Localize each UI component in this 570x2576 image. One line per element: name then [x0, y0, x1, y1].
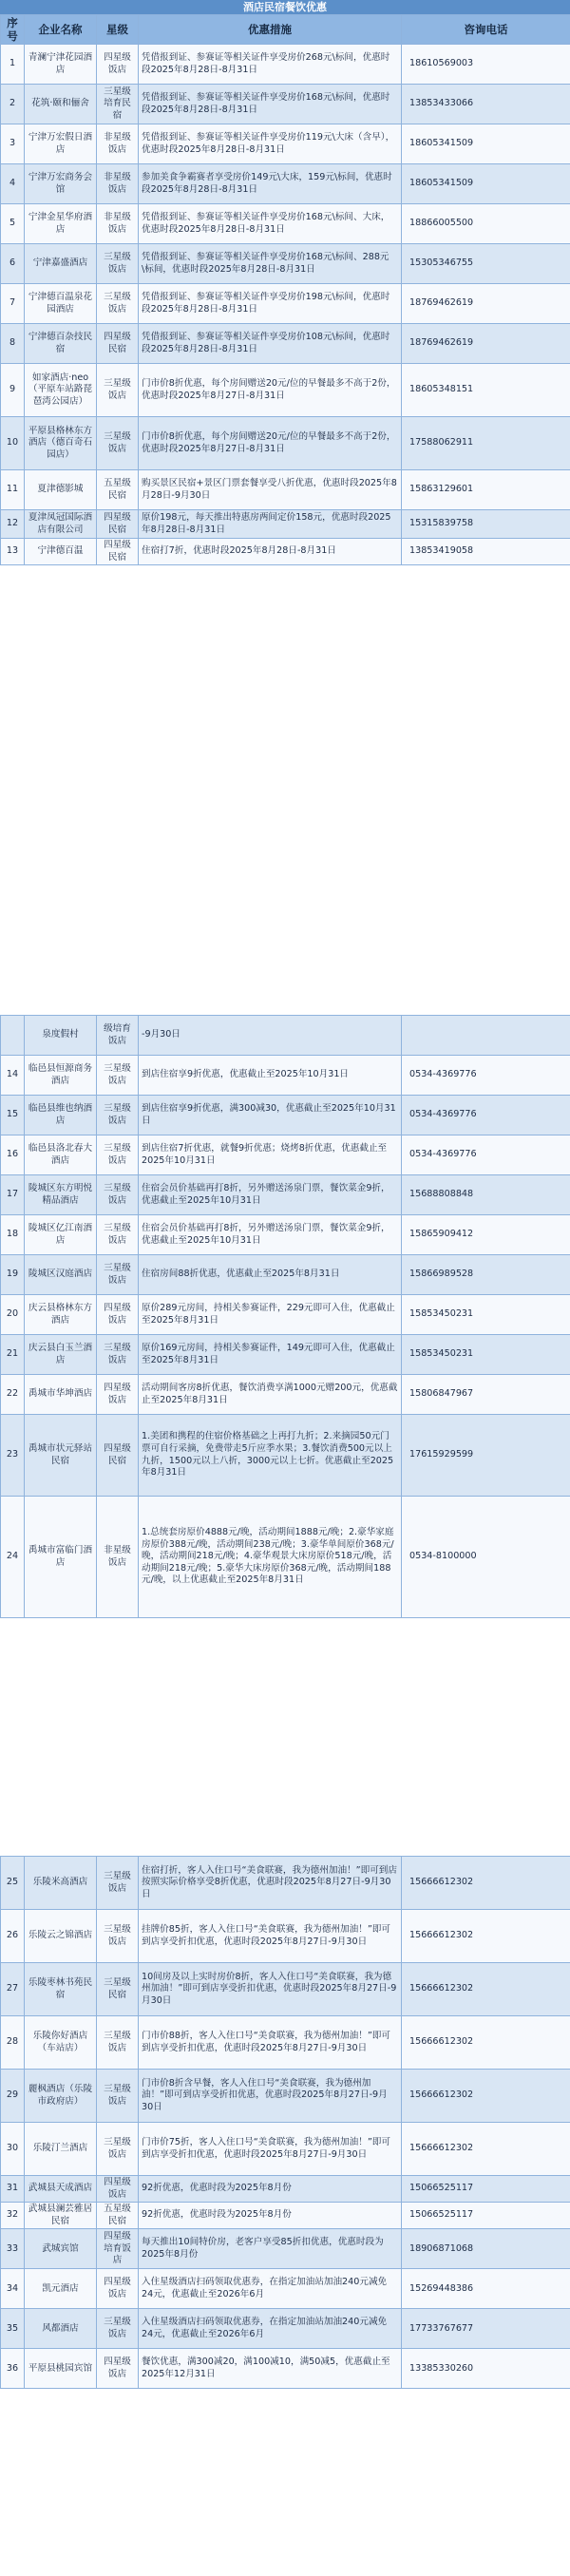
table-row: [1, 2203, 570, 2229]
cell-offer: 餐饮优惠，满300减20，满100减10，满50减5，优惠截止至2025年12月31日: [139, 2349, 402, 2389]
cell-name: 宁津万宏商务会馆: [25, 164, 97, 204]
cell-name: 陵城区亿江南酒店: [25, 1215, 97, 1255]
table-row: [1, 1963, 570, 2016]
cell-name: 花筑·颐和俪舍: [25, 85, 97, 124]
cell-name: 宁津嘉盛酒店: [25, 244, 97, 284]
cell-star: 四星级民宿: [97, 510, 139, 539]
table-row: [1, 2016, 570, 2070]
cell-offer: 凭借报到证、参赛证等相关证件享受房价198元\标间，优惠时段2025年8月28日-8月31日: [139, 284, 402, 324]
cell-offer: 92折优惠，优惠时段为2025年8月份: [139, 2176, 402, 2203]
cell-offer: 每天推出10间特价房，老客户享受85折扣优惠，优惠时段为2025年8月份: [139, 2229, 402, 2269]
cell-star: 四星级民宿: [97, 539, 139, 565]
cell-no: 25: [1, 1857, 25, 1910]
cell-name: 平原县格林东方酒店（德百奇石园店）: [25, 417, 97, 470]
table-row: [1, 417, 570, 470]
cell-star: 三星级饭店: [97, 244, 139, 284]
cell-no: 1: [1, 45, 25, 85]
cell-phone: 15269448386: [402, 2269, 570, 2309]
table-row: [1, 284, 570, 324]
cell-offer: 活动期间客房8折优惠，餐饮消费享满1000元赠200元，优惠截止至2025年8月31日: [139, 1375, 402, 1415]
cell-no: 31: [1, 2176, 25, 2203]
cell-offer: 凭借报到证、参赛证等相关证件享受房价268元\标间，优惠时段2025年8月28日-8月31日: [139, 45, 402, 85]
cell-name: 平原县桃园宾馆: [25, 2349, 97, 2389]
cell-phone: 18906871068: [402, 2229, 570, 2269]
cell-phone: 13853419058: [402, 539, 570, 565]
cell-phone: 17588062911: [402, 417, 570, 470]
cell-name: 如家酒店·neo（平原车站路琵琶湾公园店）: [25, 364, 97, 417]
cell-no: 20: [1, 1295, 25, 1335]
cell-star: 三星级饭店: [97, 1056, 139, 1096]
cell-offer: 原价198元，每天推出特惠房两间定价158元，优惠时段2025年8月28日-8月31日: [139, 510, 402, 539]
table-row: [1, 324, 570, 364]
cell-phone: 18605341509: [402, 124, 570, 164]
cell-name: 宁津德百温: [25, 539, 97, 565]
cell-star: 三星级饭店: [97, 1910, 139, 1963]
cell-star: 三星级民宿: [97, 1963, 139, 2016]
cell-offer: 入住星级酒店扫码领取优惠券，在指定加油站加油240元减免24元，优惠截止至2026年6月: [139, 2269, 402, 2309]
cell-offer: 住宿房间88折优惠，优惠截止至2025年8月31日: [139, 1255, 402, 1295]
table-row: [1, 1497, 570, 1618]
cell-offer: 参加美食争霸赛者享受房价149元\大床，159元\标间，优惠时段2025年8月28日-8月31日: [139, 164, 402, 204]
table-row: [1, 1255, 570, 1295]
cell-phone: 15666612302: [402, 2123, 570, 2176]
cell-no: 22: [1, 1375, 25, 1415]
cell-no: 33: [1, 2229, 25, 2269]
cell-phone: 13853433066: [402, 85, 570, 124]
cell-star: 三星级饭店: [97, 417, 139, 470]
cell-name: 禹城市状元驿站民宿: [25, 1415, 97, 1497]
cell-star: 非星级饭店: [97, 1497, 139, 1618]
table-row: [1, 510, 570, 539]
table-row: [1, 539, 570, 565]
cell-offer: -9月30日: [139, 1016, 402, 1056]
cell-name: 宁津德百温泉花园酒店: [25, 284, 97, 324]
cell-no: 3: [1, 124, 25, 164]
cell-no: 21: [1, 1335, 25, 1375]
cell-offer: 原价289元房间，持相关参赛证件，229元即可入住，优惠截止至2025年8月31日: [139, 1295, 402, 1335]
cell-phone: 15666612302: [402, 1910, 570, 1963]
cell-star: 三星级饭店: [97, 2070, 139, 2123]
cell-offer: 凭借报到证、参赛证等相关证件享受房价119元\大床（含早），优惠时段2025年8月28日-8月31日: [139, 124, 402, 164]
cell-phone: 15066525117: [402, 2203, 570, 2229]
cell-offer: 门市价8折含早餐，客人入住口号“美食联赛，我为德州加油！”即可到店享受折扣优惠，优惠时段2025年8月27日-9月30日: [139, 2070, 402, 2123]
cell-no: 35: [1, 2309, 25, 2349]
cell-name: 宁津万宏假日酒店: [25, 124, 97, 164]
cell-no: 8: [1, 324, 25, 364]
cell-name: 麗枫酒店（乐陵市政府店）: [25, 2070, 97, 2123]
cell-no: 5: [1, 204, 25, 244]
cell-no: 9: [1, 364, 25, 417]
cell-star: 三星级饭店: [97, 2309, 139, 2349]
cell-no: 28: [1, 2016, 25, 2070]
cell-name: 武城县澜芸雅居民宿: [25, 2203, 97, 2229]
cell-name: 武城宾馆: [25, 2229, 97, 2269]
cell-name: 临邑县维也纳酒店: [25, 1096, 97, 1135]
cell-phone: 0534-4369776: [402, 1135, 570, 1175]
cell-star: 五星级民宿: [97, 470, 139, 510]
cell-no: 6: [1, 244, 25, 284]
cell-name: 夏津凤冠国际酒店有限公司: [25, 510, 97, 539]
cell-offer: 挂牌价85折，客人入住口号“美食联赛，我为德州加油！”即可到店享受折扣优惠，优惠时段2025年8月27日-9月30日: [139, 1910, 402, 1963]
cell-no: 16: [1, 1135, 25, 1175]
cell-offer: 10间房及以上实时房价8折，客人入住口号“美食联赛，我为德州加油！”即可到店享受折扣优惠，优惠时段2025年8月27日-9月30日: [139, 1963, 402, 2016]
table-row: [1, 1415, 570, 1497]
cell-offer: 门市价75折，客人入住口号“美食联赛，我为德州加油！”即可到店享受折扣优惠，优惠时段2025年8月27日-9月30日: [139, 2123, 402, 2176]
cell-star: 非星级饭店: [97, 204, 139, 244]
cell-offer: 1.总统套房原价4888元/晚，活动期间1888元/晚；2.豪华家庭房原价388元/晚，活动期间238元/晚；3.豪华单间原价368元/晚，活动期间218元/晚；4.豪华观景大床房原价518元/晚，活动期间218元/晚；5.豪华大床房原价368元/晚，活动期间188元/晚，以上优惠截止至2025年8月31日: [139, 1497, 402, 1618]
hotel-table-part-3: [0, 1856, 570, 2389]
table-row: [1, 2176, 570, 2203]
cell-no: 7: [1, 284, 25, 324]
cell-phone: 0534-4369776: [402, 1056, 570, 1096]
cell-phone: 17615929599: [402, 1415, 570, 1497]
cell-offer: 到店住宿享9折优惠，满300减30，优惠截止至2025年10月31日: [139, 1096, 402, 1135]
cell-star: 三星级培育民宿: [97, 85, 139, 124]
cell-phone: 18769462619: [402, 324, 570, 364]
cell-no: 14: [1, 1056, 25, 1096]
cell-phone: 15666612302: [402, 2016, 570, 2070]
cell-name: 武城县天成酒店: [25, 2176, 97, 2203]
cell-no: 36: [1, 2349, 25, 2389]
cell-offer: 门市价88折，客人入住口号“美食联赛，我为德州加油！”即可到店享受折扣优惠，优惠时段2025年8月27日-9月30日: [139, 2016, 402, 2070]
table-row: [1, 1175, 570, 1215]
cell-offer: 1.美团和携程的住宿价格基础之上再打九折；2.来摘园50元门票可自行采摘，免费带走5斤应季水果；3.餐饮消费500元以上九折，1500元以上八折，3000元以上七折。优惠截止至2025年8月31日: [139, 1415, 402, 1497]
cell-name: 凯元酒店: [25, 2269, 97, 2309]
cell-phone: [402, 1016, 570, 1056]
cell-phone: 18866005500: [402, 204, 570, 244]
header-phone: 咨询电话: [402, 15, 570, 45]
table-row: [1, 45, 570, 85]
cell-phone: 18605341509: [402, 164, 570, 204]
cell-offer: 到店住宿享9折优惠，优惠截止至2025年10月31日: [139, 1056, 402, 1096]
cell-phone: 15865909412: [402, 1215, 570, 1255]
cell-phone: 17733767677: [402, 2309, 570, 2349]
page-title: 酒店民宿餐饮优惠: [0, 0, 570, 14]
table-row: [1, 2309, 570, 2349]
table-row: [1, 1335, 570, 1375]
table-row: [1, 1016, 570, 1056]
cell-offer: 门市价8折优惠，每个房间赠送20元/位的早餐最多不高于2份，优惠时段2025年8月27日-8月31日: [139, 364, 402, 417]
cell-name: 陵城区汉庭酒店: [25, 1255, 97, 1295]
table-row: [1, 2269, 570, 2309]
table-row: [1, 204, 570, 244]
cell-star: 四星级饭店: [97, 2349, 139, 2389]
header-star: 星级: [97, 15, 139, 45]
table-row: [1, 2123, 570, 2176]
cell-phone: 15866989528: [402, 1255, 570, 1295]
table-row: [1, 470, 570, 510]
hotel-table-part-2: [0, 1015, 570, 1618]
cell-star: 四星级饭店: [97, 1375, 139, 1415]
cell-star: 三星级饭店: [97, 2123, 139, 2176]
cell-no: 10: [1, 417, 25, 470]
cell-name: 乐陵你好酒店（车站店）: [25, 2016, 97, 2070]
cell-phone: 15688808848: [402, 1175, 570, 1215]
cell-name: 宁津金星华府酒店: [25, 204, 97, 244]
cell-phone: 15853450231: [402, 1295, 570, 1335]
cell-name: 临邑县恒源商务酒店: [25, 1056, 97, 1096]
cell-no: 30: [1, 2123, 25, 2176]
cell-star: 三星级饭店: [97, 1335, 139, 1375]
cell-name: 乐陵枣林书苑民宿: [25, 1963, 97, 2016]
table-row: [1, 1096, 570, 1135]
cell-name: 风都酒店: [25, 2309, 97, 2349]
cell-no: 18: [1, 1215, 25, 1255]
cell-offer: 凭借报到证、参赛证等相关证件享受房价168元\标间、288元\标间，优惠时段2025年8月28日-8月31日: [139, 244, 402, 284]
cell-offer: 凭借报到证、参赛证等相关证件享受房价168元\标间，优惠时段2025年8月28日-8月31日: [139, 85, 402, 124]
cell-name: 庆云县格林东方酒店: [25, 1295, 97, 1335]
cell-star: 五星级民宿: [97, 2203, 139, 2229]
cell-name: 青澜宁津花园酒店: [25, 45, 97, 85]
cell-offer: 凭借报到证、参赛证等相关证件享受房价108元\标间，优惠时段2025年8月28日-8月31日: [139, 324, 402, 364]
cell-phone: 15666612302: [402, 1857, 570, 1910]
cell-phone: 13385330260: [402, 2349, 570, 2389]
cell-phone: 18610569003: [402, 45, 570, 85]
cell-name: 庆云县白玉兰酒店: [25, 1335, 97, 1375]
cell-offer: 住宿打7折，优惠时段2025年8月28日-8月31日: [139, 539, 402, 565]
cell-no: 27: [1, 1963, 25, 2016]
cell-name: 禹城市富临门酒店: [25, 1497, 97, 1618]
table-row: [1, 124, 570, 164]
table-row: [1, 364, 570, 417]
cell-name: 陵城区东方明悦精品酒店: [25, 1175, 97, 1215]
cell-star: 四星级饭店: [97, 1295, 139, 1335]
cell-phone: 0534-4369776: [402, 1096, 570, 1135]
cell-star: 四星级培育饭店: [97, 2229, 139, 2269]
table-row: [1, 1910, 570, 1963]
cell-phone: 15666612302: [402, 1963, 570, 2016]
cell-offer: 门市价8折优惠，每个房间赠送20元/位的早餐最多不高于2份，优惠时段2025年8月27日-8月31日: [139, 417, 402, 470]
cell-phone: 18769462619: [402, 284, 570, 324]
table-row: [1, 164, 570, 204]
cell-phone: 18605348151: [402, 364, 570, 417]
cell-no: 34: [1, 2269, 25, 2309]
cell-name: 乐陵云之锦酒店: [25, 1910, 97, 1963]
table-row: [1, 244, 570, 284]
cell-name: 夏津德影城: [25, 470, 97, 510]
cell-star: 三星级饭店: [97, 284, 139, 324]
table-row: [1, 1135, 570, 1175]
cell-offer: 凭借报到证、参赛证等相关证件享受房价168元\标间、大床，优惠时段2025年8月28日-8月31日: [139, 204, 402, 244]
cell-phone: 15863129601: [402, 470, 570, 510]
cell-offer: 住宿打折，客人入住口号“美食联赛，我为德州加油！”即可到店按照实际价格享受8折优惠，优惠时段2025年8月27日-9月30日: [139, 1857, 402, 1910]
cell-star: 三星级饭店: [97, 1096, 139, 1135]
header-offer: 优惠措施: [139, 15, 402, 45]
cell-star: 级培育饭店: [97, 1016, 139, 1056]
header-no: 序号: [1, 15, 25, 45]
cell-name: 宁津德百杂技民宿: [25, 324, 97, 364]
table-row: [1, 1056, 570, 1096]
cell-no: 11: [1, 470, 25, 510]
cell-phone: 15853450231: [402, 1335, 570, 1375]
table-row: [1, 1295, 570, 1335]
cell-phone: 15315839758: [402, 510, 570, 539]
cell-star: 三星级饭店: [97, 1175, 139, 1215]
cell-star: 四星级饭店: [97, 2176, 139, 2203]
cell-no: 17: [1, 1175, 25, 1215]
cell-offer: 住宿会员价基础再打8折，另外赠送汤泉门票，餐饮菜金9折，优惠截止至2025年10月31日: [139, 1175, 402, 1215]
cell-no: 2: [1, 85, 25, 124]
cell-offer: 住宿会员价基础再打8折，另外赠送汤泉门票，餐饮菜金9折，优惠截止至2025年10月31日: [139, 1215, 402, 1255]
cell-no: 19: [1, 1255, 25, 1295]
header-name: 企业名称: [25, 15, 97, 45]
cell-no: 4: [1, 164, 25, 204]
table-row: [1, 2349, 570, 2389]
cell-no: 24: [1, 1497, 25, 1618]
cell-name: 泉度假村: [25, 1016, 97, 1056]
table-row: [1, 2070, 570, 2123]
cell-offer: 购买景区民宿+景区门票套餐享受八折优惠，优惠时段2025年8月28日-9月30日: [139, 470, 402, 510]
table-row: [1, 1857, 570, 1910]
table-row: [1, 1215, 570, 1255]
cell-star: 非星级饭店: [97, 124, 139, 164]
cell-star: 三星级饭店: [97, 1135, 139, 1175]
cell-star: 四星级民宿: [97, 1415, 139, 1497]
cell-phone: 15305346755: [402, 244, 570, 284]
cell-offer: 入住星级酒店扫码领取优惠券，在指定加油站加油240元减免24元，优惠截止至2026年6月: [139, 2309, 402, 2349]
cell-offer: 原价169元房间，持相关参赛证件，149元即可入住，优惠截止至2025年8月31日: [139, 1335, 402, 1375]
cell-name: 临邑县洛北春大酒店: [25, 1135, 97, 1175]
cell-star: 三星级饭店: [97, 364, 139, 417]
cell-no: 29: [1, 2070, 25, 2123]
cell-no: 12: [1, 510, 25, 539]
cell-star: 四星级饭店: [97, 2269, 139, 2309]
cell-star: 三星级饭店: [97, 1215, 139, 1255]
cell-offer: 92折优惠，优惠时段为2025年8月份: [139, 2203, 402, 2229]
cell-phone: 15066525117: [402, 2176, 570, 2203]
cell-star: 四星级民宿: [97, 324, 139, 364]
cell-no: 26: [1, 1910, 25, 1963]
cell-star: 非星级饭店: [97, 164, 139, 204]
table-row: [1, 2229, 570, 2269]
cell-star: 四星级饭店: [97, 45, 139, 85]
cell-name: 乐陵米高酒店: [25, 1857, 97, 1910]
cell-name: 禹城市华坤酒店: [25, 1375, 97, 1415]
cell-no: [1, 1016, 25, 1056]
cell-no: 32: [1, 2203, 25, 2229]
cell-phone: 0534-8100000: [402, 1497, 570, 1618]
cell-star: 三星级饭店: [97, 1255, 139, 1295]
cell-no: 15: [1, 1096, 25, 1135]
cell-no: 13: [1, 539, 25, 565]
hotel-table-part-1: [0, 14, 570, 565]
cell-name: 乐陵汀兰酒店: [25, 2123, 97, 2176]
cell-star: 三星级饭店: [97, 1857, 139, 1910]
cell-star: 三星级饭店: [97, 2016, 139, 2070]
table-row: [1, 85, 570, 124]
table-row: [1, 1375, 570, 1415]
cell-no: 23: [1, 1415, 25, 1497]
cell-offer: 到店住宿7折优惠，就餐9折优惠；烧烤8折优惠，优惠截止至2025年10月31日: [139, 1135, 402, 1175]
cell-phone: 15806847967: [402, 1375, 570, 1415]
cell-phone: 15666612302: [402, 2070, 570, 2123]
